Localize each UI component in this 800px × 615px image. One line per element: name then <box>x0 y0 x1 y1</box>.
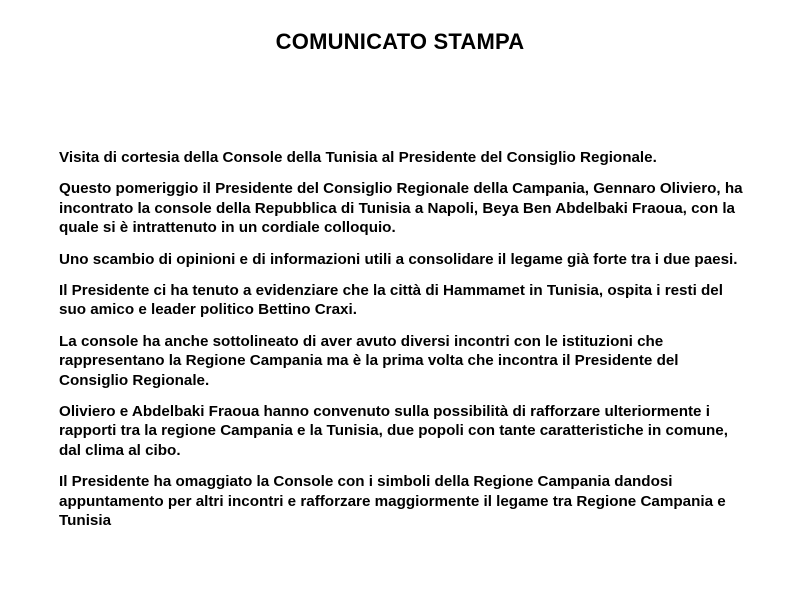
paragraph: Il Presidente ci ha tenuto a evidenziare che la città di Hammamet in Tunisia, ospita i resti del suo amico e leader politico Bettino Craxi. <box>59 282 723 319</box>
paragraph: Il Presidente ha omaggiato la Console con i simboli della Regione Campania dandosi appuntamento per altri incontri e rafforzare maggiormente il legame tra Regione Campania e Tunisia <box>59 473 726 530</box>
paragraph: Questo pomeriggio il Presidente del Consiglio Regionale della Campania, Gennaro Oliviero, ha incontrato la console della Repubblica di Tunisia a Napoli, Beya Ben Abdelbaki Fraoua, con la quale si è intrattenuto in un cordiale colloquio. <box>59 180 743 237</box>
document-body <box>59 148 749 543</box>
paragraph: La console ha anche sottolineato di aver avuto diversi incontri con le istituzioni che rappresentano la Regione Campania ma è la prima volta che incontra il Presidente del Consiglio Regionale. <box>59 332 679 389</box>
document-title: COMUNICATO STAMPA <box>275 29 525 54</box>
paragraph: Oliviero e Abdelbaki Fraoua hanno convenuto sulla possibilità di rafforzare ulteriormente i rapporti tra la regione Campania e la Tunisia, due popoli con tante caratteristiche in comune, dal clima al cibo. <box>59 403 728 459</box>
paragraph-headline: Visita di cortesia della Console della Tunisia al Presidente del Consiglio Regionale. <box>59 149 657 166</box>
paragraph: Uno scambio di opinioni e di informazioni utili a consolidare il legame già forte tra i due paesi. <box>59 250 738 268</box>
